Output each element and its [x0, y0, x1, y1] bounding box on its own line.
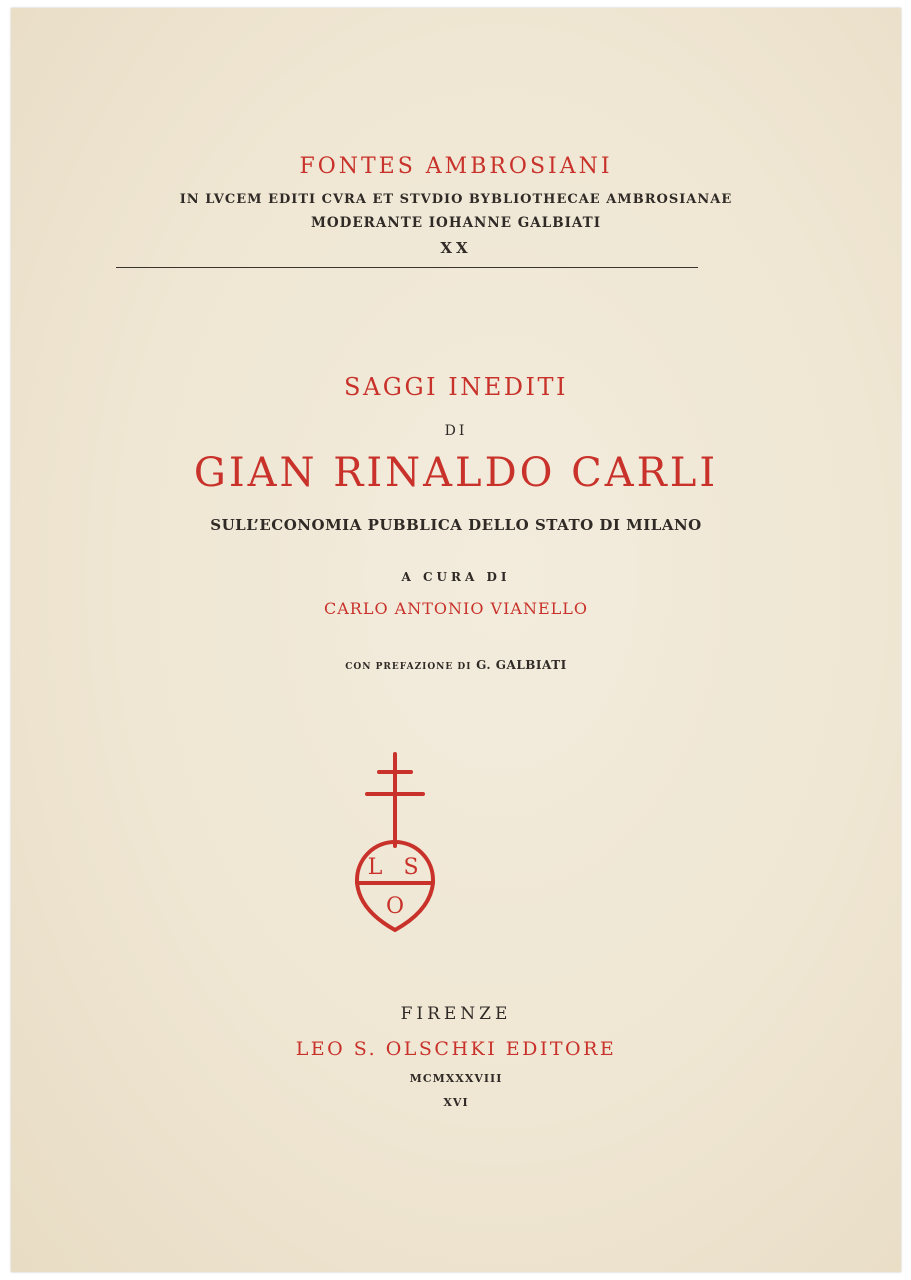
preface-author: G. GALBIATI — [476, 658, 567, 672]
series-subtitle-line2: MODERANTE IOHANNE GALBIATI — [310, 215, 602, 231]
book-subject: SULL’ECONOMIA PUBBLICA DELLO STATO DI MILANO — [210, 516, 702, 534]
emblem-letter-o: O — [385, 894, 405, 919]
book-editor: CARLO ANTONIO VIANELLO — [323, 599, 588, 618]
series-subtitle-line1: IN LVCEM EDITI CVRA ET STVDIO BYBLIOTHECAE AMBROSIANAE — [179, 192, 733, 207]
imprint-publisher: LEO S. OLSCHKI EDITORE — [295, 1038, 617, 1060]
double-cross-globe-emblem-icon — [345, 750, 445, 935]
editor-intro: A CURA DI — [401, 570, 511, 584]
preface-credit — [11, 658, 901, 672]
emblem-letter-s: S — [403, 855, 419, 880]
book-title-line2: DI — [444, 423, 468, 439]
book-title-line1: SAGGI INEDITI — [344, 373, 568, 401]
series-volume-number: XX — [440, 239, 472, 257]
horizontal-divider — [116, 267, 698, 268]
preface-intro: CON PREFAZIONE DI — [345, 662, 472, 672]
imprint-era-year: XVI — [443, 1096, 469, 1109]
imprint-year: MCMXXXVIII — [409, 1072, 503, 1085]
book-author: GIAN RINALDO CARLI — [193, 450, 719, 496]
series-title: FONTES AMBROSIANI — [299, 154, 613, 179]
emblem-letter-l: L — [367, 855, 383, 880]
imprint-city: FIRENZE — [400, 1004, 512, 1024]
book-title-page — [11, 8, 901, 1272]
